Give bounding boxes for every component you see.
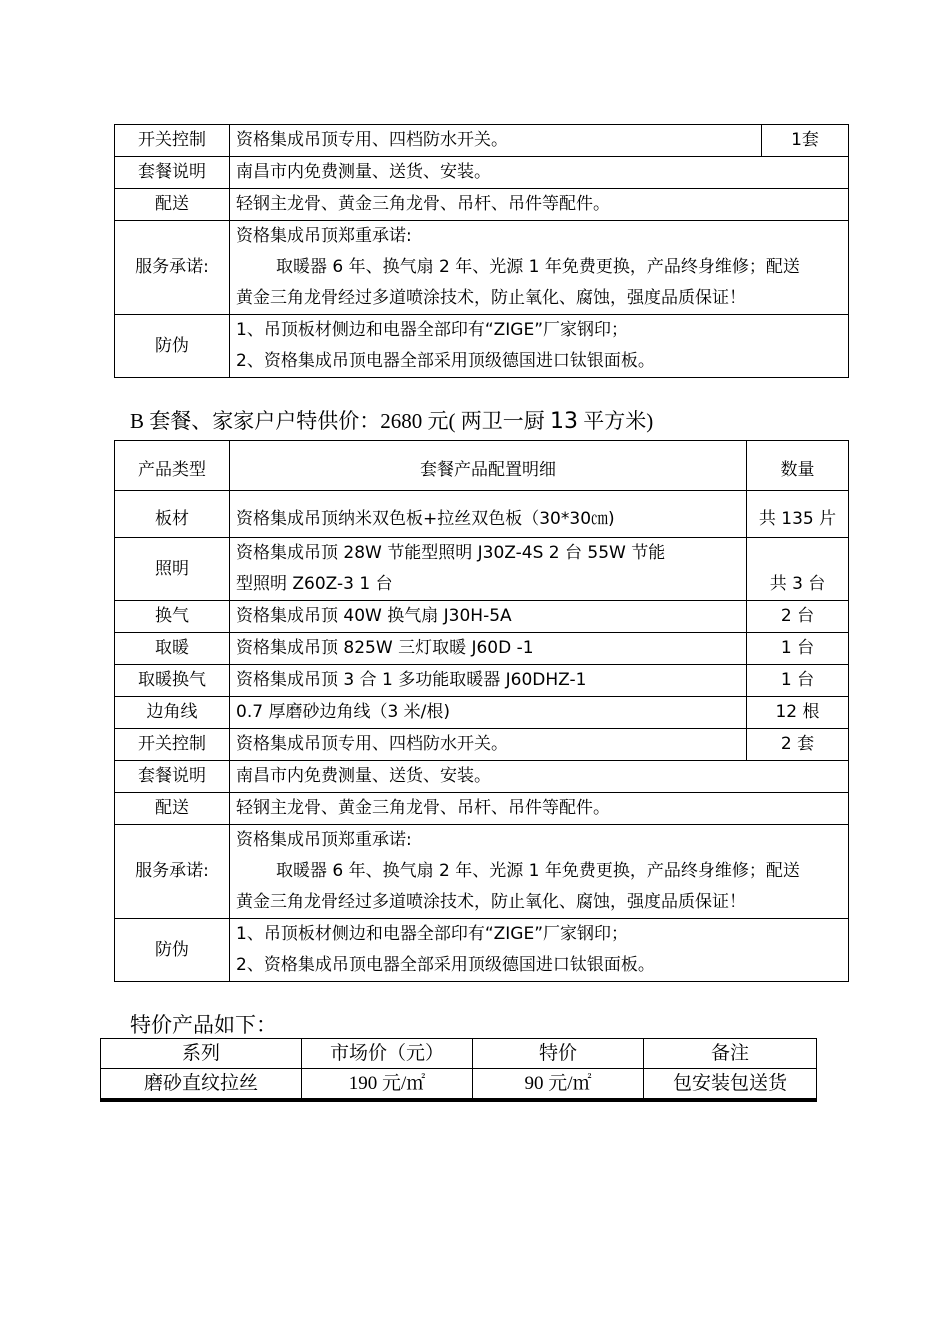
table-row <box>115 125 849 157</box>
row-detail-line: 型照明 Z60Z-3 1 台 <box>236 574 393 594</box>
header-type: 产品类型 <box>115 441 230 491</box>
package-b-table <box>114 440 849 982</box>
table-row <box>115 761 849 793</box>
empty-cell <box>644 1101 817 1102</box>
row-type: 开关控制 <box>115 729 230 761</box>
service-text <box>230 825 849 919</box>
row-qty: 共 135 片 <box>747 491 849 538</box>
row-label: 配送 <box>115 189 230 221</box>
row-detail: 资格集成吊顶纳米双色板+拉丝双色板（30*30㎝) <box>230 491 747 538</box>
antifake-row <box>115 919 849 982</box>
antifake-label: 防伪 <box>115 315 230 378</box>
row-type: 换气 <box>115 601 230 633</box>
header-detail: 套餐产品配置明细 <box>230 441 747 491</box>
heading-prefix: B 套餐、家家户户特供价：2680 元( 两卫一厨 <box>130 409 550 433</box>
row-type: 取暖换气 <box>115 665 230 697</box>
specials-table <box>100 1038 817 1102</box>
row-detail: 0.7 厚磨砂边角线（3 米/根) <box>230 697 747 729</box>
table-row <box>115 157 849 189</box>
row-type: 边角线 <box>115 697 230 729</box>
row-qty: 共 3 台 <box>747 538 849 601</box>
service-row <box>115 825 849 919</box>
row-qty: 2 套 <box>747 729 849 761</box>
antifake-line: 2、资格集成吊顶电器全部采用顶级德国进口钛银面板。 <box>236 351 655 371</box>
table-row <box>115 665 849 697</box>
table-row <box>101 1069 817 1099</box>
service-label: 服务承诺: <box>115 825 230 919</box>
cell-market-price: 190 元/㎡ <box>302 1069 473 1099</box>
header-market-price: 市场价（元） <box>302 1039 473 1069</box>
row-detail-line: 资格集成吊顶 28W 节能型照明 J30Z-4S 2 台 55W 节能 <box>236 543 666 563</box>
service-line: 资格集成吊顶郑重承诺: <box>236 226 412 246</box>
table-row <box>115 793 849 825</box>
empty-cell <box>302 1101 473 1102</box>
row-detail: 资格集成吊顶 3 合 1 多功能取暖器 J60DHZ-1 <box>230 665 747 697</box>
service-line: 取暖器 6 年、换气扇 2 年、光源 1 年免费更换，产品终身维修；配送 <box>276 861 800 881</box>
row-detail: 轻钢主龙骨、黄金三角龙骨、吊杆、吊件等配件。 <box>230 793 849 825</box>
package-a-table <box>114 124 849 378</box>
service-row <box>115 221 849 315</box>
row-detail: 资格集成吊顶 40W 换气扇 J30H-5A <box>230 601 747 633</box>
row-type: 照明 <box>115 538 230 601</box>
header-qty: 数量 <box>747 441 849 491</box>
cell-series: 磨砂直纹拉丝 <box>101 1069 302 1099</box>
table-row <box>115 729 849 761</box>
package-b-heading <box>130 405 653 435</box>
row-detail <box>230 538 747 601</box>
service-text <box>230 221 849 315</box>
antifake-text <box>230 315 849 378</box>
antifake-line: 2、资格集成吊顶电器全部采用顶级德国进口钛银面板。 <box>236 955 655 975</box>
service-line: 资格集成吊顶郑重承诺: <box>236 830 412 850</box>
header-series: 系列 <box>101 1039 302 1069</box>
heading-suffix: 平方米) <box>578 409 654 433</box>
row-type: 套餐说明 <box>115 761 230 793</box>
row-label: 套餐说明 <box>115 157 230 189</box>
row-type: 取暖 <box>115 633 230 665</box>
antifake-label: 防伪 <box>115 919 230 982</box>
table-row <box>115 697 849 729</box>
row-qty: 2 台 <box>747 601 849 633</box>
row-qty: 1 台 <box>747 665 849 697</box>
row-detail: 轻钢主龙骨、黄金三角龙骨、吊杆、吊件等配件。 <box>230 189 849 221</box>
table-row <box>115 633 849 665</box>
table-row <box>115 189 849 221</box>
empty-cell <box>101 1101 302 1102</box>
row-detail: 资格集成吊顶专用、四档防水开关。 <box>230 729 747 761</box>
row-qty: 12 根 <box>747 697 849 729</box>
row-type: 板材 <box>115 491 230 538</box>
service-label: 服务承诺: <box>115 221 230 315</box>
cell-remark: 包安装包送货 <box>644 1069 817 1099</box>
service-line: 黄金三角龙骨经过多道喷涂技术，防止氧化、腐蚀，强度品质保证！ <box>236 892 746 912</box>
row-detail: 资格集成吊顶 825W 三灯取暖 J60D -1 <box>230 633 747 665</box>
header-special-price: 特价 <box>473 1039 644 1069</box>
header-remark: 备注 <box>644 1039 817 1069</box>
table-row <box>115 601 849 633</box>
table-row <box>115 491 849 538</box>
antifake-line: 1、吊顶板材侧边和电器全部印有“ZIGE”厂家钢印； <box>236 924 629 944</box>
table-row <box>115 538 849 601</box>
table-header-row <box>115 441 849 491</box>
antifake-line: 1、吊顶板材侧边和电器全部印有“ZIGE”厂家钢印； <box>236 320 629 340</box>
row-detail: 南昌市内免费测量、送货、安装。 <box>230 157 849 189</box>
row-type: 配送 <box>115 793 230 825</box>
service-line: 取暖器 6 年、换气扇 2 年、光源 1 年免费更换，产品终身维修；配送 <box>276 257 800 277</box>
row-qty: 1 台 <box>747 633 849 665</box>
table-header-row <box>101 1039 817 1069</box>
cell-special-price: 90 元/㎡ <box>473 1069 644 1099</box>
antifake-row <box>115 315 849 378</box>
empty-cell <box>473 1101 644 1102</box>
row-detail: 南昌市内免费测量、送货、安装。 <box>230 761 849 793</box>
antifake-text <box>230 919 849 982</box>
row-qty: 1套 <box>762 125 849 157</box>
service-line: 黄金三角龙骨经过多道喷涂技术，防止氧化、腐蚀，强度品质保证！ <box>236 288 746 308</box>
row-label: 开关控制 <box>115 125 230 157</box>
heading-area: 13 <box>550 409 578 434</box>
specials-heading: 特价产品如下： <box>130 1013 277 1037</box>
row-detail: 资格集成吊顶专用、四档防水开关。 <box>230 125 762 157</box>
empty-row <box>101 1101 817 1102</box>
